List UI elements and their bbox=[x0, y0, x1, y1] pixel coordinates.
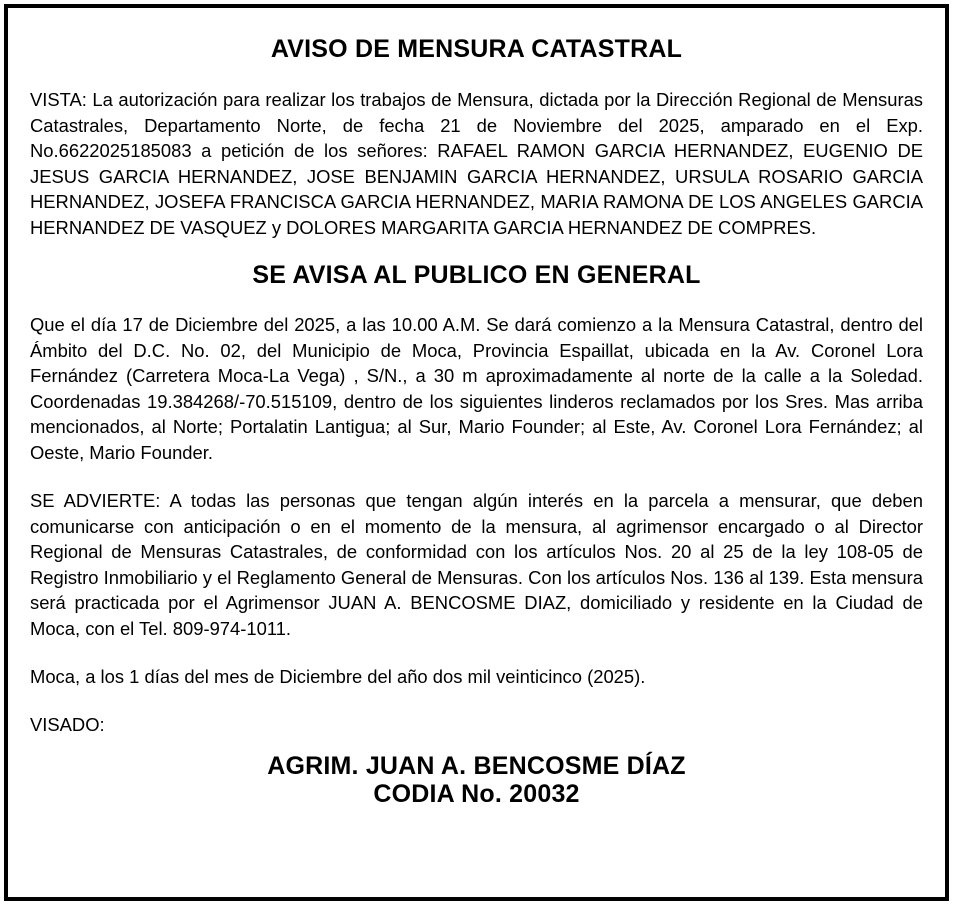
notice-subtitle: SE AVISA AL PUBLICO EN GENERAL bbox=[252, 261, 701, 289]
signatory-codia: CODIA No. 20032 bbox=[373, 780, 580, 808]
warning-paragraph: SE ADVIERTE: A todas las personas que tengan algún interés en la parcela a mensurar, que deben comunicarse con anticipación o en el momento de la mensura, al agrimensor encargado o al Director Regional de Mensuras Catastrales, de conformidad con los artículos Nos. 20 al 25 de la ley 108-05 de Registro Inmobiliario y el Reglamento General de Mensuras. Con los artículos Nos. 136 al 139. Esta mensura será practicada por el Agrimensor JUAN A. BENCOSME DIAZ, domiciliado y residente en la Ciudad de Moca, con el Tel. 809-974-1011. bbox=[30, 490, 923, 639]
notice-title: AVISO DE MENSURA CATASTRAL bbox=[270, 35, 683, 63]
date-line: Moca, a los 1 días del mes de Diciembre del año dos mil veinticinco (2025). bbox=[30, 666, 646, 687]
signatory-name: AGRIM. JUAN A. BENCOSME DÍAZ bbox=[267, 752, 686, 780]
notice-frame bbox=[4, 4, 949, 901]
vista-paragraph: VISTA: La autorización para realizar los trabajos de Mensura, dictada por la Dirección Regional de Mensuras Catastrales, Departamento Norte, de fecha 21 de Noviembre del 2025, amparado en el Exp. No.6622025185083 a petición de los señores: RAFAEL RAMON GARCIA HERNANDEZ, EUGENIO DE JESUS GARCIA HERNANDEZ, JOSE BENJAMIN GARCIA HERNANDEZ, URSULA ROSARIO GARCIA HERNANDEZ, JOSEFA FRANCISCA GARCIA HERNANDEZ, MARIA RAMONA DE LOS ANGELES GARCIA HERNANDEZ DE VASQUEZ y DOLORES MARGARITA GARCIA HERNANDEZ DE COMPRES. bbox=[30, 89, 923, 238]
survey-details-paragraph: Que el día 17 de Diciembre del 2025, a las 10.00 A.M. Se dará comienzo a la Mensura Catastral, dentro del Ámbito del D.C. No. 02, del Municipio de Moca, Provincia Espaillat, ubicada en la Av. Coronel Lora Fernández (Carretera Moca-La Vega) , S/N., a 30 m aproximadamente al norte de la calle a la Soledad. Coordenadas 19.384268/-70.515109, dentro de los siguientes linderos reclamados por los Sres. Mas arriba mencionados, al Norte; Portalatin Lantigua; al Sur, Mario Founder; al Este, Av. Coronel Lora Fernández; al Oeste, Mario Founder. bbox=[30, 314, 923, 463]
visado-label: VISADO: bbox=[30, 713, 105, 735]
signature-block bbox=[30, 752, 923, 808]
notice-content bbox=[8, 8, 945, 897]
